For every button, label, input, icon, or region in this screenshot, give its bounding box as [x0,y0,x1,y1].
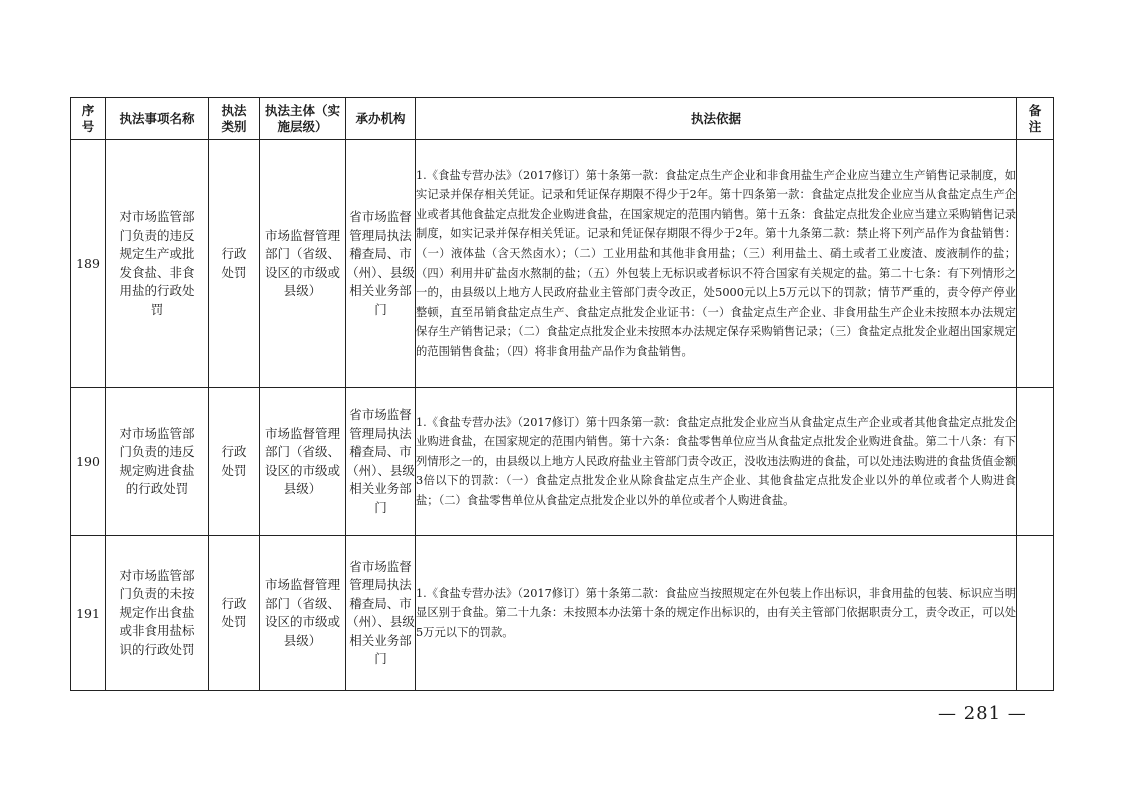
enforcement-items-table [70,97,1054,691]
row-category: 行政处罚 [209,388,260,536]
header-agency: 承办机构 [346,98,416,140]
header-subject: 执法主体（实施层级） [260,98,346,140]
header-basis: 执法依据 [416,98,1017,140]
row-seq: 191 [71,536,106,691]
row-agency: 省市场监督管理局执法稽查局、市（州）、县级相关业务部门 [346,140,416,388]
header-item-name: 执法事项名称 [106,98,209,140]
row-category: 行政处罚 [209,140,260,388]
row-item-name: 对市场监管部门负责的未按规定作出食盐或非食用盐标识的行政处罚 [106,536,209,691]
table-header-row [71,98,1054,140]
row-remarks [1017,536,1054,691]
row-seq: 190 [71,388,106,536]
table-row [71,536,1054,691]
row-subject: 市场监督管理部门（省级、设区的市级或县级） [260,140,346,388]
row-basis: 1.《食盐专营办法》（2017修订）第十四条第一款：食盐定点批发企业应当从食盐定点生产企业或者其他食盐定点批发企业购进食盐，在国家规定的范围内销售。第十六条：食盐零售单位应当从食盐定点批发企业购进食盐。第二十八条：有下列情形之一的，由县级以上地方人民政府盐业主管部门责令改正，没收违法购进的食盐，可以处违法购进的食盐货值金额3倍以下的罚款：（一）食盐定点批发企业从除食盐定点生产企业、其他食盐定点批发企业以外的单位或者个人购进食盐；（二）食盐零售单位从食盐定点批发企业以外的单位或者个人购进食盐。 [416,388,1017,536]
row-seq: 189 [71,140,106,388]
page-number: — 281 — [938,703,1027,724]
row-agency: 省市场监督管理局执法稽查局、市（州）、县级相关业务部门 [346,536,416,691]
header-seq: 序号 [71,98,106,140]
row-subject: 市场监督管理部门（省级、设区的市级或县级） [260,536,346,691]
row-remarks [1017,388,1054,536]
row-item-name: 对市场监管部门负责的违反规定生产或批发食盐、非食用盐的行政处罚 [106,140,209,388]
table-row [71,140,1054,388]
row-category: 行政处罚 [209,536,260,691]
header-category: 执法类别 [209,98,260,140]
row-item-name: 对市场监管部门负责的违反规定购进食盐的行政处罚 [106,388,209,536]
row-remarks [1017,140,1054,388]
row-subject: 市场监督管理部门（省级、设区的市级或县级） [260,388,346,536]
table-row [71,388,1054,536]
header-remarks: 备注 [1017,98,1054,140]
row-basis: 1.《食盐专营办法》（2017修订）第十条第一款：食盐定点生产企业和非食用盐生产企业应当建立生产销售记录制度，如实记录并保存相关凭证。记录和凭证保存期限不得少于2年。第十四条第一款：食盐定点批发企业应当从食盐定点生产企业或者其他食盐定点批发企业购进食盐，在国家规定的范围内销售。第十五条：食盐定点批发企业应当建立采购销售记录制度，如实记录并保存相关凭证。记录和凭证保存期限不得少于2年。第十九条第二款：禁止将下列产品作为食盐销售：（一）液体盐（含天然卤水）；（二）工业用盐和其他非食用盐；（三）利用盐土、硝土或者工业废渣、废液制作的盐；（四）利用井矿盐卤水熬制的盐；（五）外包装上无标识或者标识不符合国家有关规定的盐。第二十七条：有下列情形之一的，由县级以上地方人民政府盐业主管部门责令改正，处5000元以上5万元以下的罚款；情节严重的，责令停产停业整顿，直至吊销食盐定点生产、食盐定点批发企业证书：（一）食盐定点生产企业、非食用盐生产企业未按照本办法规定保存生产销售记录；（二）食盐定点批发企业未按照本办法规定保存采购销售记录；（三）食盐定点批发企业超出国家规定的范围销售食盐；（四）将非食用盐产品作为食盐销售。 [416,140,1017,388]
row-basis: 1.《食盐专营办法》（2017修订）第十条第二款：食盐应当按照规定在外包装上作出标识，非食用盐的包装、标识应当明显区别于食盐。第二十九条：未按照本办法第十条的规定作出标识的，由有关主管部门依据职责分工，责令改正，可以处5万元以下的罚款。 [416,536,1017,691]
row-agency: 省市场监督管理局执法稽查局、市（州）、县级相关业务部门 [346,388,416,536]
